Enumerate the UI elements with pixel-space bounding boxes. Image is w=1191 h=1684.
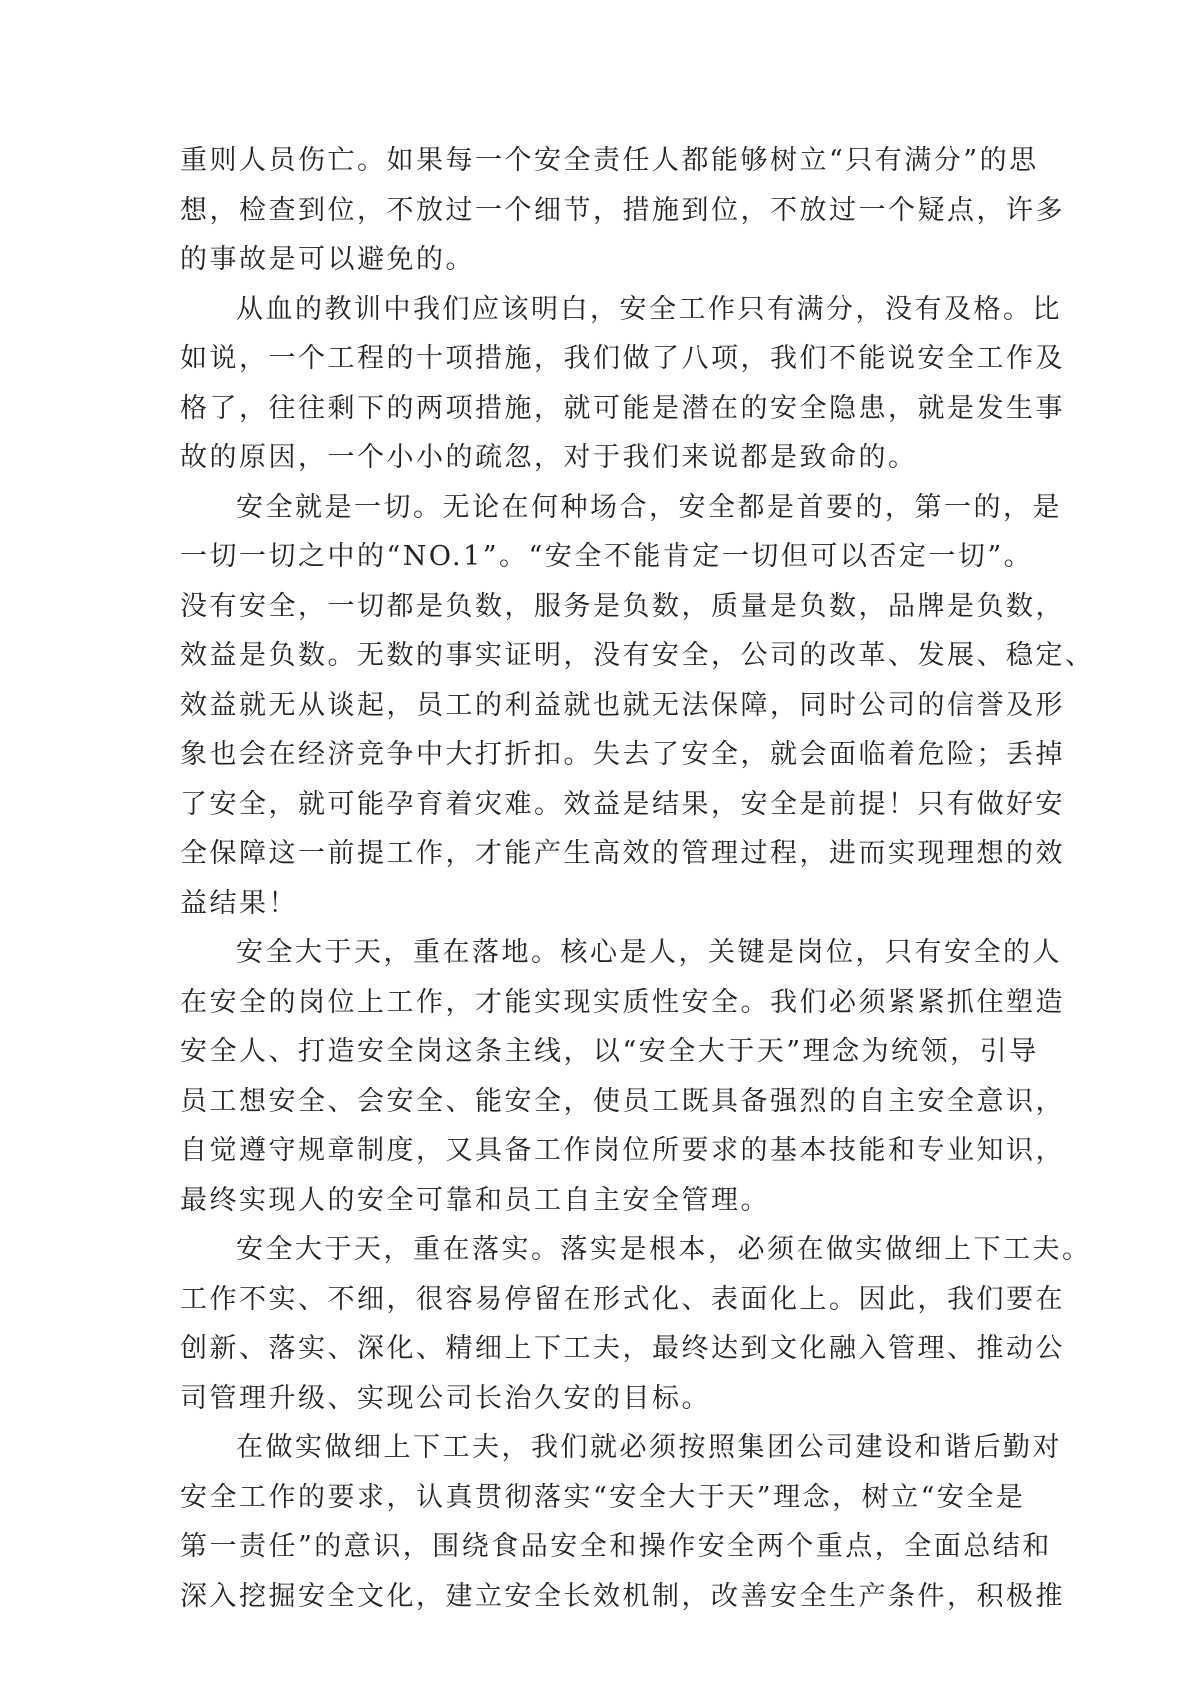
text-line: 深入挖掘安全文化，建立安全长效机制，改善安全生产条件，积极推 [180, 1580, 1065, 1612]
text-line: 工作不实、不细，很容易停留在形式化、表面化上。因此，我们要在 [180, 1283, 1065, 1315]
text-line: 格了，往往剩下的两项措施，就可能是潜在的安全隐患，就是发生事 [180, 392, 1065, 424]
paragraph [180, 1225, 1092, 1423]
paragraph [180, 928, 1065, 1225]
text-line: 重则人员伤亡。如果每一个安全责任人都能够树立“只有满分”的思 [180, 145, 1039, 176]
text-line: 益结果！ [180, 887, 298, 919]
text-line: 在安全的岗位上工作，才能实现实质性安全。我们必须紧紧抓住塑造 [180, 986, 1065, 1018]
text-line: 效益就无从谈起，员工的利益就也就无法保障，同时公司的信誉及形 [180, 689, 1065, 721]
text-line: 第一责任”的意识，围绕食品安全和操作安全两个重点，全面总结和 [180, 1531, 1052, 1562]
text-line: 最终实现人的安全可靠和员工自主安全管理。 [180, 1184, 770, 1216]
paragraph [180, 285, 1065, 483]
text-line: 象也会在经济竞争中大打折扣。失去了安全，就会面临着危险；丢掉 [180, 739, 1065, 770]
paragraph [180, 483, 1095, 929]
text-line: 安全大于天，重在落实。落实是根本，必须在做实做细上下工夫。 [236, 1234, 1092, 1265]
paragraph [180, 1423, 1065, 1621]
text-line: 没有安全，一切都是负数，服务是负数，质量是负数，品牌是负数， [180, 590, 1065, 622]
text-line: 的事故是可以避免的。 [180, 244, 475, 275]
text-line: 故的原因，一个小小的疏忽，对于我们来说都是致命的。 [180, 442, 918, 473]
text-line: 如说，一个工程的十项措施，我们做了八项，我们不能说安全工作及 [180, 343, 1065, 374]
document-body [180, 136, 1095, 1621]
text-line: 安全工作的要求，认真贯彻落实“安全大于天”理念，树立“安全是 [180, 1481, 1026, 1513]
text-line: 全保障这一前提工作，才能产生高效的管理过程，进而实现理想的效 [180, 838, 1065, 869]
text-line: 安全大于天，重在落地。核心是人，关键是岗位，只有安全的人 [236, 937, 1062, 968]
text-line: 效益是负数。无数的事实证明，没有安全，公司的改革、发展、稳定、 [180, 640, 1095, 671]
paragraph [180, 136, 1065, 285]
text-line: 想，检查到位，不放过一个细节，措施到位，不放过一个疑点，许多 [180, 194, 1065, 226]
text-line: 自觉遵守规章制度，又具备工作岗位所要求的基本技能和专业知识， [180, 1135, 1065, 1166]
text-line: 从血的教训中我们应该明白，安全工作只有满分，没有及格。比 [236, 293, 1062, 325]
text-line: 一切一切之中的“NO.1”。“安全不能肯定一切但可以否定一切”。 [180, 541, 1034, 572]
text-line: 安全人、打造安全岗这条主线，以“安全大于天”理念为统领，引导 [180, 1036, 1039, 1067]
text-line: 安全就是一切。无论在何种场合，安全都是首要的，第一的，是 [236, 491, 1062, 523]
text-line: 在做实做细上下工夫，我们就必须按照集团公司建设和谐后勤对 [236, 1432, 1062, 1463]
text-line: 员工想安全、会安全、能安全，使员工既具备强烈的自主安全意识， [180, 1085, 1065, 1117]
text-line: 了安全，就可能孕育着灾难。效益是结果，安全是前提！只有做好安 [180, 788, 1065, 820]
text-line: 司管理升级、实现公司长治久安的目标。 [180, 1382, 711, 1414]
text-line: 创新、落实、深化、精细上下工夫，最终达到文化融入管理、推动公 [180, 1333, 1065, 1364]
